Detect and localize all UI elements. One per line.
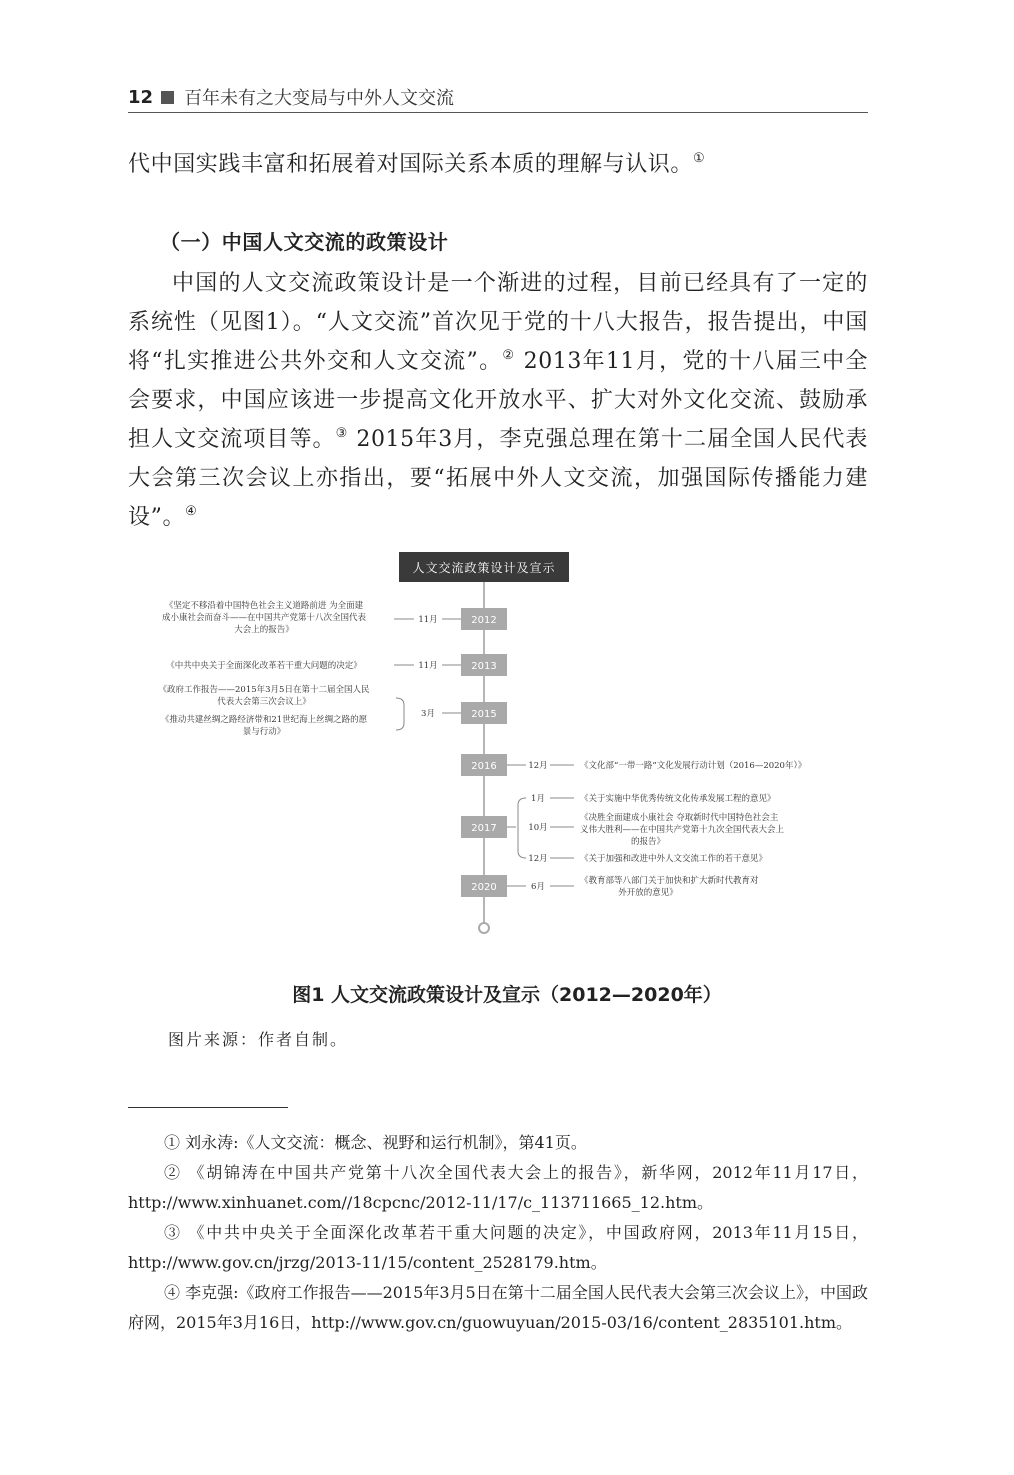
svg-text:2013: 2013 (471, 661, 497, 672)
figure-caption: 图1 人文交流政策设计及宣示（2012—2020年） (292, 984, 722, 1006)
footnotes (128, 1128, 868, 1338)
page-number: 12 (128, 86, 154, 108)
entry-2015b-line1: 《推动共建丝绸之路经济带和21世纪海上丝绸之路的愿 (160, 715, 368, 725)
timeline-end-dot (479, 923, 489, 933)
entry-2012-line2: 成小康社会而奋斗——在中国共产党第十八次全国代表 (161, 613, 367, 623)
left-entries (159, 600, 461, 737)
svg-text:2017: 2017 (471, 823, 497, 834)
svg-text:2016: 2016 (471, 761, 497, 772)
paragraph-1-text: 代中国实践丰富和拓展着对国际关系本质的理解与认识。 (128, 152, 694, 177)
paragraph-2 (128, 264, 868, 537)
footnote-ref-2[interactable]: ② (502, 348, 516, 363)
paragraph-continuation (128, 145, 868, 184)
running-header (128, 82, 868, 113)
paragraph-2-part2: 2013年11月，党的十八届三中全会要求，中国应该进一步提高文化开放水平、扩大对外文化交流、鼓励承担人文交流项目等。 (128, 349, 869, 452)
book-title: 百年未有之大变局与中外人文交流 (184, 88, 455, 109)
entry-2020-line2: 外开放的意见》 (618, 888, 678, 898)
entry-2017b-line3: 的报告》 (630, 837, 666, 847)
month-2015: 3月 (421, 709, 435, 719)
header-square-icon (161, 91, 174, 104)
entry-2013-line1: 《中共中央关于全面深化改革若干重大问题的决定》 (166, 661, 362, 671)
month-2016: 12月 (528, 761, 548, 771)
entry-2012-line3: 大会上的报告》 (234, 625, 294, 635)
footnote-2: ② 《胡锦涛在中国共产党第十八次全国代表大会上的报告》，新华网，2012年11月17日，http://www.xinhuanet.com//18cpcnc/2012-11/17/c_113711665_12.htm。 (128, 1163, 868, 1212)
entry-2015b-line2: 景与行动》 (242, 727, 286, 737)
entry-2020-line1: 《教育部等八部门关于加快和扩大新时代教育对 (580, 876, 759, 886)
entry-2017b-line2: 义伟大胜利——在中国共产党第十九次全国代表大会上 (580, 825, 785, 835)
section-heading: （一）中国人文交流的政策设计 (160, 230, 449, 254)
entry-2017a-line1: 《关于实施中华优秀传统文化传承发展工程的意见》 (580, 794, 776, 804)
month-2020: 6月 (531, 882, 545, 892)
entry-2015a-line2: 代表大会第三次会议上》 (217, 697, 311, 707)
paragraph-2-part3: 2015年3月，李克强总理在第十二届全国人民代表大会第三次会议上亦指出，要“拓展中外人文交流，加强国际传播能力建设”。 (128, 427, 868, 530)
entry-2017b-line1: 《决胜全面建成小康社会 夺取新时代中国特色社会主 (580, 813, 779, 823)
timeline-diagram (128, 540, 888, 940)
policy-timeline-figure (128, 540, 888, 940)
month-2013: 11月 (418, 661, 438, 671)
entry-2012-line1: 《坚定不移沿着中国特色社会主义道路前进 为全面建 (164, 601, 364, 611)
footnote-separator (128, 1107, 288, 1108)
footnote-ref-1[interactable]: ① (693, 151, 706, 166)
year-box-2012 (461, 608, 507, 630)
footnote-ref-3[interactable]: ③ (335, 426, 349, 441)
svg-text:2020: 2020 (471, 882, 497, 893)
right-entries (507, 760, 806, 898)
svg-text:2012: 2012 (471, 615, 497, 626)
month-2017b: 10月 (528, 823, 548, 833)
year-box-2017 (461, 816, 507, 838)
year-box-2016 (461, 754, 507, 776)
year-box-2013 (461, 654, 507, 676)
svg-text:2015: 2015 (471, 709, 497, 720)
entry-2015a-line1: 《政府工作报告——2015年3月5日在第十二届全国人民 (158, 685, 370, 695)
paragraph-2-part1: 中国的人文交流政策设计是一个渐进的过程，目前已经具有了一定的系统性（见图1）。“人文交流”首次见于党的十八大报告，报告提出，中国将“扎实推进公共外交和人文交流”。 (128, 271, 868, 374)
year-box-2015 (461, 702, 507, 724)
year-box-2020 (461, 875, 507, 897)
footnote-4: ④ 李克强:《政府工作报告——2015年3月5日在第十二届全国人民代表大会第三次会议上》，中国政府网，2015年3月16日，http://www.gov.cn/guowuyuan/2015-03/16/content_2835101.htm。 (128, 1283, 868, 1332)
footnote-ref-4[interactable]: ④ (185, 504, 198, 519)
entry-2017c-line1: 《关于加强和改进中外人文交流工作的若干意见》 (580, 854, 768, 864)
month-2017a: 1月 (531, 794, 545, 804)
footnote-3: ③ 《中共中央关于全面深化改革若干重大问题的决定》，中国政府网，2013年11月15日，http://www.gov.cn/jrzg/2013-11/15/content_2528179.htm。 (128, 1223, 868, 1272)
figure-source: 图片来源：作者自制。 (168, 1030, 349, 1049)
figure-title-text: 人文交流政策设计及宣示 (412, 561, 556, 575)
month-2017c: 12月 (528, 854, 548, 864)
entry-2016-line1: 《文化部“一带一路”文化发展行动计划（2016—2020年）》 (580, 761, 807, 771)
month-2012: 11月 (418, 615, 438, 625)
footnote-1: ① 刘永涛:《人文交流：概念、视野和运行机制》，第41页。 (164, 1133, 587, 1152)
